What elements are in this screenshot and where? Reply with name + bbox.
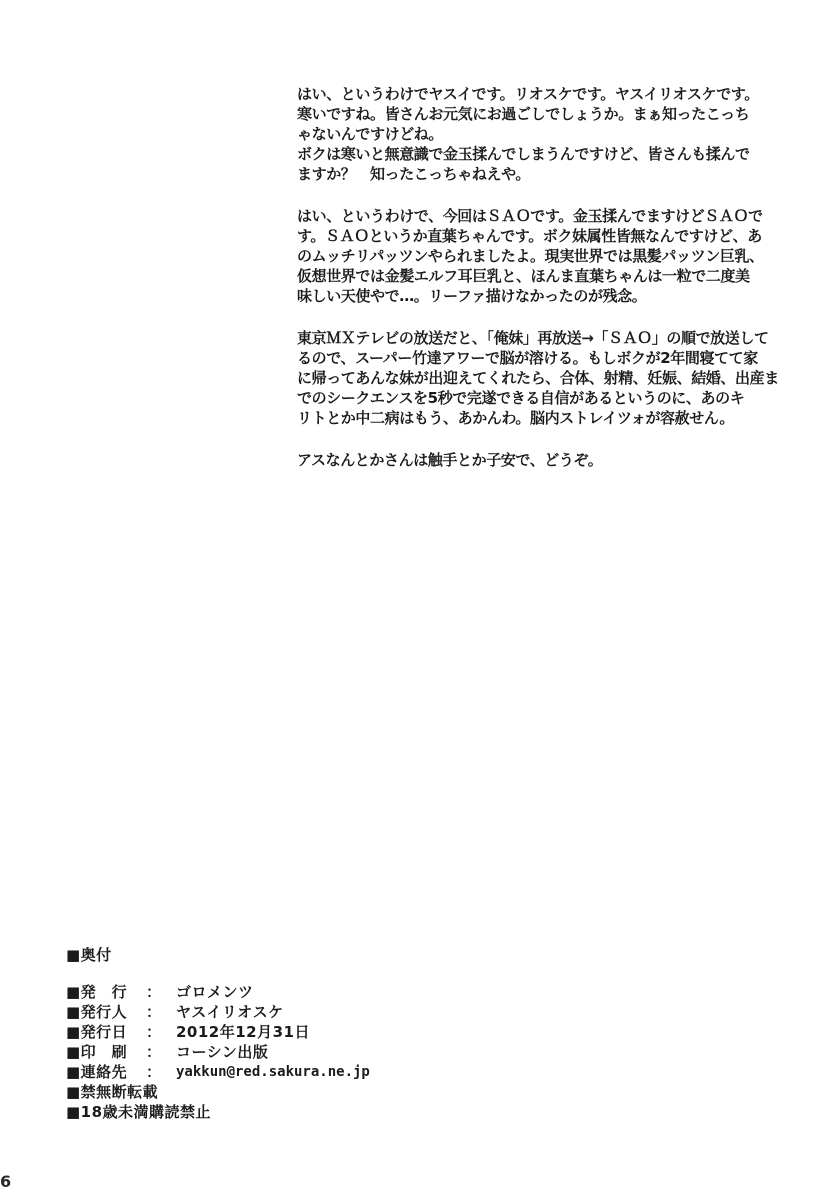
- text-line: はい、というわけでヤスイです。リオスケです。ヤスイリオスケです。: [297, 85, 759, 103]
- colophon-row-issuer: [66, 1002, 370, 1022]
- colophon-row-no-reprint: [66, 1082, 370, 1102]
- text-line: ゃないんですけどね。: [297, 125, 444, 143]
- colophon-value: ヤスイリオスケ: [176, 1003, 284, 1021]
- text-line: す。ＳＡＯというか直葉ちゃんです。ボク妹属性皆無なんですけど、あ: [297, 227, 762, 245]
- text-line: に帰ってあんな妹が出迎えてくれたら、合体、射精、妊娠、結婚、出産ま: [297, 369, 779, 387]
- text-line: のムッチリパッツンやられましたよ。現実世界では黒髪パッツン巨乳、: [297, 247, 764, 265]
- colophon-email: yakkun@red.sakura.ne.jp: [176, 1064, 370, 1080]
- colophon-row-age-restriction: [66, 1102, 370, 1122]
- colophon-colon: ：: [146, 1043, 162, 1061]
- colophon-colon: ：: [146, 1003, 162, 1021]
- colophon-label: ■発行日: [66, 1023, 128, 1041]
- colophon-label: ■連絡先: [66, 1063, 128, 1081]
- colophon-label: ■印 刷: [66, 1043, 128, 1061]
- colophon-row-publisher: [66, 982, 370, 1002]
- colophon-label: ■発 行: [66, 983, 128, 1001]
- colophon-row-date: [66, 1022, 370, 1042]
- paragraph-broadcast: [297, 328, 777, 428]
- text-line: はい、というわけで、今回はＳＡＯです。金玉揉んでますけどＳＡＯで: [297, 207, 763, 225]
- colophon-colon: ：: [146, 1023, 162, 1041]
- colophon-row-contact: [66, 1062, 370, 1082]
- colophon-heading: ■奥付: [66, 946, 112, 964]
- colophon-value: ゴロメンツ: [176, 983, 254, 1001]
- text-line: 東京ＭＸテレビの放送だと、「俺妹」再放送→「ＳＡＯ」の順で放送して: [297, 329, 769, 347]
- colophon-colon: ：: [146, 1063, 162, 1081]
- text-line: 寒いですね。皆さんお元気にお過ごしでしょうか。まぁ知ったこっち: [297, 105, 750, 123]
- colophon-row-printer: [66, 1042, 370, 1062]
- text-line: るので、スーパー竹達アワーで脳が溶ける。もしボクが2年間寝てて家: [297, 349, 758, 367]
- colophon-label: ■発行人: [66, 1003, 128, 1021]
- colophon-label: ■禁無断転載: [66, 1083, 159, 1101]
- text-line: 仮想世界では金髪エルフ耳巨乳と、ほんま直葉ちゃんは一粒で二度美: [297, 267, 750, 285]
- page-number: 6: [0, 1172, 12, 1191]
- colophon-value: 2012年12月31日: [176, 1023, 310, 1041]
- colophon-colon: ：: [146, 983, 162, 1001]
- paragraph-sao: [297, 206, 777, 306]
- colophon-value: コーシン出版: [176, 1043, 269, 1061]
- colophon-block: [66, 982, 370, 1122]
- paragraph-closing: [297, 450, 777, 470]
- text-line: リトとか中二病はもう、あかんわ。脳内ストレイツォが容赦せん。: [297, 409, 734, 427]
- text-line: アスなんとかさんは触手とか子安で、どうぞ。: [297, 451, 603, 469]
- text-line: でのシークエンスを5秒で完遂できる自信があるというのに、あのキ: [297, 389, 745, 407]
- paragraph-greeting: [297, 84, 777, 184]
- text-line: ますか？ 知ったこっちゃねえや。: [297, 165, 531, 183]
- text-line: 味しい天使やで…。リーファ描けなかったのが残念。: [297, 287, 647, 305]
- colophon-label: ■18歳未満購読禁止: [66, 1103, 212, 1121]
- text-line: ボクは寒いと無意識で金玉揉んでしまうんですけど、皆さんも揉んで: [297, 145, 750, 163]
- afterword-text-block: [297, 84, 777, 492]
